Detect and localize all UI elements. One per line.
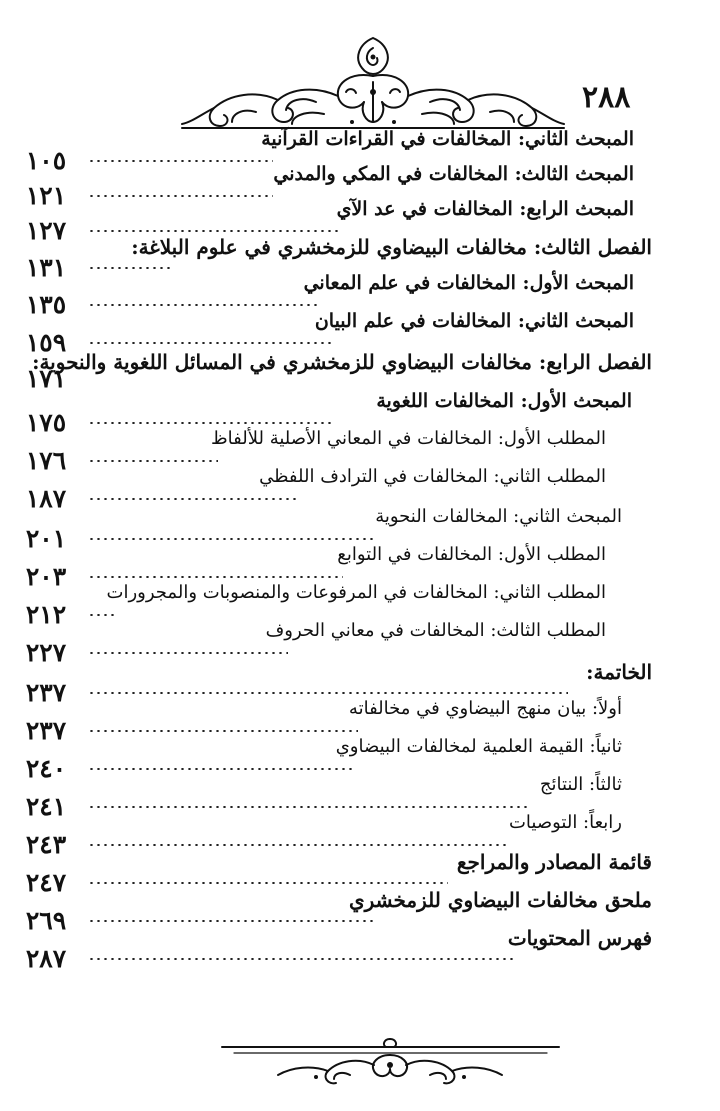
toc-entry	[20, 272, 652, 319]
toc-entry-page: ٢٠١	[25, 524, 67, 553]
toc-entry	[20, 198, 652, 245]
dot-leader	[88, 920, 373, 922]
toc-entry	[20, 660, 652, 707]
toc-entry-title: ثالثاً: النتائج	[539, 774, 622, 795]
toc-entry-page: ٢١٢	[25, 600, 67, 629]
toc-entry-title: المبحث الأول: المخالفات اللغوية	[376, 390, 632, 412]
toc-entry-page: ٢٠٣	[25, 562, 67, 591]
dot-leader	[88, 160, 273, 162]
toc-entry-title: أولاً: بيان منهج البيضاوي في مخالفاته	[348, 698, 622, 719]
toc-entry-page: ١٧١	[25, 364, 67, 393]
toc-entry	[20, 235, 652, 282]
dot-leader	[88, 230, 338, 232]
toc-entry-page: ٢٤١	[25, 792, 67, 821]
toc-entry	[20, 544, 652, 591]
dot-leader	[88, 498, 298, 500]
dot-leader	[88, 692, 568, 694]
toc-entry-title: المطلب الأول: المخالفات في المعاني الأصلية للألفاظ	[211, 428, 606, 449]
toc-entry-page: ١٢١	[25, 181, 67, 210]
toc-entry-title: الخاتمة:	[586, 660, 652, 684]
toc-entry-title: المبحث الثاني: المخالفات النحوية	[375, 506, 622, 527]
dot-leader	[88, 882, 448, 884]
toc-entry	[20, 310, 652, 357]
toc-entry-title: المبحث الثاني: المخالفات في القراءات القرآنية	[261, 128, 634, 150]
toc-entry	[20, 926, 652, 973]
toc-entry-page: ١٢٧	[25, 216, 67, 245]
toc-entry	[20, 850, 652, 897]
toc-entry-page: ١٥٩	[25, 328, 67, 357]
dot-leader	[88, 538, 373, 540]
toc-entry	[20, 774, 652, 821]
toc-entry-title: ثانياً: القيمة العلمية لمخالفات البيضاوي	[335, 736, 622, 757]
toc-entry-page: ٢٢٧	[25, 638, 67, 667]
toc-entry-page: ١٨٧	[25, 484, 67, 513]
dot-leader	[88, 652, 288, 654]
toc-entry-title: رابعاً: التوصيات	[508, 812, 622, 833]
toc-entry	[20, 888, 652, 935]
dot-leader	[88, 195, 273, 197]
dot-leader	[88, 304, 318, 306]
toc-entry-title: المطلب الثاني: المخالفات في المرفوعات والمنصوبات والمجرورات	[106, 582, 606, 603]
toc-entry-title: المبحث الأول: المخالفات في علم المعاني	[303, 272, 634, 294]
toc-entry-title: المطلب الثاني: المخالفات في الترادف اللفظي	[259, 466, 606, 487]
toc-entry	[20, 698, 652, 745]
toc-entry-page: ٢٣٧	[25, 716, 67, 745]
dot-leader	[88, 342, 333, 344]
toc-entry	[20, 466, 652, 513]
toc-entry-page: ٢٤٠	[25, 754, 67, 783]
toc-entry-page: ٢٨٧	[25, 944, 67, 973]
toc-entry-title: قائمة المصادر والمراجع	[456, 850, 652, 874]
dot-leader	[88, 576, 343, 578]
toc-entry-title: المطلب الأول: المخالفات في التوابع	[337, 544, 606, 565]
toc-entry-page: ٢٦٩	[25, 906, 67, 935]
toc-entry-page: ٢٤٣	[25, 830, 67, 859]
dot-leader	[88, 614, 118, 616]
dot-leader	[88, 844, 508, 846]
page-number: ٢٨٨	[582, 80, 631, 115]
toc-entry	[20, 390, 652, 437]
toc-entry-page: ١٧٦	[25, 446, 67, 475]
toc-entry-page: ١٧٥	[25, 408, 67, 437]
toc-entry	[20, 582, 652, 629]
toc-entry-page: ١٣١	[25, 253, 67, 282]
dot-leader	[88, 958, 513, 960]
toc-entry-title: المبحث الثالث: المخالفات في المكي والمدني	[273, 163, 634, 185]
toc-entry-title: المطلب الثالث: المخالفات في معاني الحروف	[265, 620, 606, 641]
toc-entry	[20, 736, 652, 783]
toc-entry-title: ملحق مخالفات البيضاوي للزمخشري	[348, 888, 652, 912]
toc-entry	[20, 620, 652, 667]
toc-entry-title: الفصل الرابع: مخالفات البيضاوي للزمخشري في المسائل اللغوية والنحوية:	[32, 350, 652, 374]
toc-entry	[20, 352, 652, 392]
dot-leader	[88, 460, 218, 462]
toc-entry	[20, 428, 652, 475]
dot-leader	[88, 267, 173, 269]
toc-entry-title: فهرس المحتويات	[507, 926, 652, 950]
toc-entry	[20, 506, 652, 553]
bottom-ornament-icon	[218, 1025, 563, 1089]
toc-entry-title: المبحث الثاني: المخالفات في علم البيان	[314, 310, 634, 332]
toc-entry-title: الفصل الثالث: مخالفات البيضاوي للزمخشري في علوم البلاغة:	[131, 235, 652, 259]
dot-leader	[88, 422, 333, 424]
dot-leader	[88, 768, 353, 770]
toc-entry-page: ٢٣٧	[25, 678, 67, 707]
toc-entry-title: المبحث الرابع: المخالفات في عد الآي	[336, 198, 634, 220]
toc-entry-page: ١٣٥	[25, 290, 67, 319]
dot-leader	[88, 730, 358, 732]
top-ornament-icon	[176, 30, 571, 135]
toc-entry-page: ٢٤٧	[25, 868, 67, 897]
toc-entry	[20, 812, 652, 859]
dot-leader	[88, 806, 528, 808]
toc-entry-page: ١٠٥	[25, 146, 67, 175]
